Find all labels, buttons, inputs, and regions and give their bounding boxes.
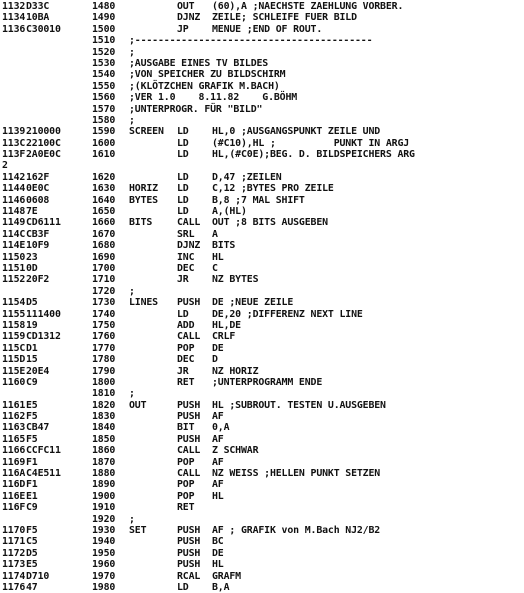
listing-row: [2, 263, 524, 274]
listing-row: [2, 104, 524, 115]
opcode-cell: C5: [26, 536, 38, 548]
opcode-cell: 0D: [26, 262, 38, 274]
listing-row: [2, 502, 524, 513]
source-line-number: 1670: [92, 228, 116, 240]
opcode-cell: 47: [26, 581, 38, 593]
source-line-number: 1900: [92, 490, 116, 502]
operand-cell: AF ; GRAFIK von M.Bach NJ2/B2: [212, 524, 381, 536]
address-cell: 1149: [2, 217, 26, 229]
address-cell: 1165: [2, 433, 26, 445]
address-cell: 1166: [2, 445, 26, 457]
operand-cell: BITS: [212, 240, 236, 252]
address-cell: 1170: [2, 524, 26, 536]
source-line-number: 1810: [92, 388, 116, 400]
opcode-cell: D5: [26, 547, 38, 559]
address-cell: 1154: [2, 297, 26, 309]
operand-cell: AF: [212, 456, 224, 468]
label-cell: ;: [129, 513, 135, 525]
source-line-number: 1500: [92, 23, 116, 35]
address-cell: 1171: [2, 536, 26, 548]
mnemonic-cell: PUSH: [177, 524, 201, 536]
source-line-number: 1960: [92, 559, 116, 571]
operand-cell: ZEILE; SCHLEIFE FUER BILD: [212, 12, 357, 24]
mnemonic-cell: JR: [177, 365, 189, 377]
operand-cell: AF: [212, 479, 224, 491]
source-line-number: 1530: [92, 57, 116, 69]
operand-cell: MENUE ;END OF ROUT.: [212, 23, 323, 35]
source-line-number: 1630: [92, 183, 116, 195]
listing-row: [2, 24, 524, 35]
listing-row: [2, 206, 524, 217]
opcode-cell: 7E: [26, 206, 38, 218]
label-cell: BITS: [129, 217, 153, 229]
mnemonic-cell: LD: [177, 581, 189, 593]
address-cell: 1146: [2, 194, 26, 206]
operand-cell: HL,DE: [212, 319, 241, 331]
source-line-number: 1590: [92, 126, 116, 138]
address-cell: 115C: [2, 342, 26, 354]
source-line-number: 1930: [92, 524, 116, 536]
opcode-cell: F5: [26, 411, 38, 423]
listing-row: [2, 12, 524, 23]
mnemonic-cell: LD: [177, 183, 189, 195]
opcode-cell: C9: [26, 502, 38, 514]
listing-row: [2, 422, 524, 433]
listing-row: [2, 366, 524, 377]
address-cell: 115E: [2, 365, 26, 377]
listing-row: [2, 149, 524, 160]
operand-cell: AF: [212, 411, 224, 423]
opcode-cell: CD6111: [26, 217, 61, 229]
source-line-number: 1800: [92, 376, 116, 388]
label-cell: BYTES: [129, 194, 158, 206]
opcode-cell: C4E511: [26, 468, 61, 480]
source-line-number: 1760: [92, 331, 116, 343]
opcode-cell: F1: [26, 479, 38, 491]
operand-cell: GRAFM: [212, 570, 241, 582]
opcode-cell: 210000: [26, 126, 61, 138]
operand-cell: 0,A: [212, 422, 230, 434]
mnemonic-cell: LD: [177, 194, 189, 206]
listing-row: [2, 183, 524, 194]
mnemonic-cell: POP: [177, 479, 195, 491]
address-cell: 1172: [2, 547, 26, 559]
address-cell: 116D: [2, 479, 26, 491]
address-cell: 2: [2, 160, 8, 172]
mnemonic-cell: RET: [177, 502, 195, 514]
listing-row: [2, 160, 524, 171]
source-line-number: 1730: [92, 297, 116, 309]
mnemonic-cell: LD: [177, 206, 189, 218]
listing-row: [2, 445, 524, 456]
mnemonic-cell: PUSH: [177, 536, 201, 548]
address-cell: 1132: [2, 1, 26, 12]
mnemonic-cell: LD: [177, 308, 189, 320]
source-line-number: 1650: [92, 206, 116, 218]
operand-cell: Z SCHWAR: [212, 445, 259, 457]
operand-cell: ;UNTERPROGRAMM ENDE: [212, 376, 323, 388]
label-cell: SCREEN: [129, 126, 164, 138]
mnemonic-cell: PUSH: [177, 411, 201, 423]
source-line-number: 1820: [92, 399, 116, 411]
label-cell: SET: [129, 524, 147, 536]
listing-row: [2, 479, 524, 490]
source-line-number: 1740: [92, 308, 116, 320]
operand-cell: BC: [212, 536, 224, 548]
source-line-number: 1680: [92, 240, 116, 252]
listing-row: [2, 525, 524, 536]
listing-row: [2, 172, 524, 183]
source-line-number: 1750: [92, 319, 116, 331]
opcode-cell: D710: [26, 570, 50, 582]
address-cell: 113F: [2, 149, 26, 161]
address-cell: 1162: [2, 411, 26, 423]
operand-cell: AF: [212, 433, 224, 445]
operand-cell: DE: [212, 342, 224, 354]
address-cell: 113C: [2, 137, 26, 149]
label-cell: ;-----------------------------------------: [129, 35, 373, 47]
operand-cell: A: [212, 228, 218, 240]
operand-cell: NZ WEISS ;HELLEN PUNKT SETZEN: [212, 468, 381, 480]
operand-cell: HL,0 ;AUSGANGSPUNKT ZEILE UND: [212, 126, 381, 138]
listing-row: [2, 58, 524, 69]
operand-cell: C,12 ;BYTES PRO ZEILE: [212, 183, 334, 195]
operand-cell: C: [212, 262, 218, 274]
source-line-number: 1700: [92, 262, 116, 274]
address-cell: 116A: [2, 468, 26, 480]
opcode-cell: CD1312: [26, 331, 61, 343]
opcode-cell: 0608: [26, 194, 50, 206]
mnemonic-cell: OUT: [177, 1, 195, 12]
mnemonic-cell: JR: [177, 274, 189, 286]
address-cell: 1159: [2, 331, 26, 343]
address-cell: 114E: [2, 240, 26, 252]
listing-row: [2, 468, 524, 479]
mnemonic-cell: CALL: [177, 468, 201, 480]
mnemonic-cell: CALL: [177, 331, 201, 343]
label-cell: ;VON SPEICHER ZU BILDSCHIRM: [129, 69, 286, 81]
address-cell: 115D: [2, 354, 26, 366]
operand-cell: DE ;NEUE ZEILE: [212, 297, 294, 309]
mnemonic-cell: PUSH: [177, 433, 201, 445]
listing-row: [2, 388, 524, 399]
label-cell: LINES: [129, 297, 158, 309]
source-line-number: 1550: [92, 80, 116, 92]
mnemonic-cell: SRL: [177, 228, 195, 240]
opcode-cell: E5: [26, 559, 38, 571]
listing-row: [2, 217, 524, 228]
address-cell: 1148: [2, 206, 26, 218]
address-cell: 1152: [2, 274, 26, 286]
mnemonic-cell: INC: [177, 251, 195, 263]
opcode-cell: E1: [26, 490, 38, 502]
source-line-number: 1890: [92, 479, 116, 491]
address-cell: 1169: [2, 456, 26, 468]
mnemonic-cell: CALL: [177, 217, 201, 229]
listing-row: [2, 195, 524, 206]
source-line-number: 1690: [92, 251, 116, 263]
listing-row: [2, 126, 524, 137]
operand-cell: (#C10),HL ; PUNKT IN ARGJ: [212, 137, 410, 149]
opcode-cell: CB47: [26, 422, 50, 434]
address-cell: 1174: [2, 570, 26, 582]
mnemonic-cell: RCAL: [177, 570, 201, 582]
source-line-number: 1620: [92, 171, 116, 183]
source-line-number: 1480: [92, 1, 116, 12]
source-line-number: 1840: [92, 422, 116, 434]
listing-row: [2, 411, 524, 422]
operand-cell: NZ BYTES: [212, 274, 259, 286]
listing-row: [2, 320, 524, 331]
listing-row: [2, 354, 524, 365]
address-cell: 1134: [2, 12, 26, 24]
listing-row: [2, 559, 524, 570]
source-line-number: 1540: [92, 69, 116, 81]
opcode-cell: 10F9: [26, 240, 50, 252]
source-line-number: 1830: [92, 411, 116, 423]
address-cell: 1176: [2, 581, 26, 593]
source-line-number: 1520: [92, 46, 116, 58]
operand-cell: NZ HORIZ: [212, 365, 259, 377]
source-line-number: 1710: [92, 274, 116, 286]
source-line-number: 1770: [92, 342, 116, 354]
source-line-number: 1950: [92, 547, 116, 559]
opcode-cell: D33C: [26, 1, 50, 12]
operand-cell: D,47 ;ZEILEN: [212, 171, 282, 183]
listing-row: [2, 92, 524, 103]
listing-row: [2, 297, 524, 308]
opcode-cell: 23: [26, 251, 38, 263]
source-line-number: 1860: [92, 445, 116, 457]
operand-cell: DE: [212, 547, 224, 559]
listing-row: [2, 536, 524, 547]
source-line-number: 1660: [92, 217, 116, 229]
address-cell: 116F: [2, 502, 26, 514]
address-cell: 1142: [2, 171, 26, 183]
opcode-cell: 2A0E0C: [26, 149, 61, 161]
opcode-cell: 15: [26, 354, 38, 366]
address-cell: 1160: [2, 376, 26, 388]
mnemonic-cell: DJNZ: [177, 12, 201, 24]
listing-row: [2, 491, 524, 502]
listing-row: [2, 571, 524, 582]
address-cell: 1139: [2, 126, 26, 138]
opcode-cell: C9: [26, 376, 38, 388]
opcode-cell: 162F: [26, 171, 50, 183]
opcode-cell: D5: [26, 297, 38, 309]
listing-row: [2, 377, 524, 388]
mnemonic-cell: LD: [177, 126, 189, 138]
assembly-listing: [2, 1, 524, 593]
operand-cell: HL ;SUBROUT. TESTEN U.AUSGEBEN: [212, 399, 386, 411]
source-line-number: 1870: [92, 456, 116, 468]
address-cell: 1155: [2, 308, 26, 320]
mnemonic-cell: LD: [177, 149, 189, 161]
address-cell: 1161: [2, 399, 26, 411]
address-cell: 1158: [2, 319, 26, 331]
source-line-number: 1560: [92, 92, 116, 104]
mnemonic-cell: PUSH: [177, 297, 201, 309]
address-cell: 116E: [2, 490, 26, 502]
listing-row: [2, 457, 524, 468]
mnemonic-cell: DEC: [177, 354, 195, 366]
operand-cell: DE,20 ;DIFFERENZ NEXT LINE: [212, 308, 363, 320]
operand-cell: A,(HL): [212, 206, 247, 218]
mnemonic-cell: PUSH: [177, 399, 201, 411]
source-line-number: 1910: [92, 502, 116, 514]
listing-row: [2, 252, 524, 263]
label-cell: ;(KLÖTZCHEN GRAFIK M.BACH): [129, 80, 280, 92]
mnemonic-cell: PUSH: [177, 547, 201, 559]
opcode-cell: F5: [26, 524, 38, 536]
listing-row: [2, 35, 524, 46]
operand-cell: HL,(#C0E);BEG. D. BILDSPEICHERS ARG: [212, 149, 415, 161]
address-cell: 1144: [2, 183, 26, 195]
source-line-number: 1600: [92, 137, 116, 149]
operand-cell: B,8 ;7 MAL SHIFT: [212, 194, 305, 206]
address-cell: 1151: [2, 262, 26, 274]
listing-row: [2, 115, 524, 126]
label-cell: ;UNTERPROGR. FÜR "BILD": [129, 103, 263, 115]
source-line-number: 1490: [92, 12, 116, 24]
opcode-cell: CCFC11: [26, 445, 61, 457]
address-cell: 114C: [2, 228, 26, 240]
opcode-cell: D1: [26, 342, 38, 354]
listing-row: [2, 514, 524, 525]
address-cell: 1150: [2, 251, 26, 263]
source-line-number: 1970: [92, 570, 116, 582]
source-line-number: 1780: [92, 354, 116, 366]
mnemonic-cell: LD: [177, 171, 189, 183]
mnemonic-cell: DEC: [177, 262, 195, 274]
opcode-cell: 20F2: [26, 274, 50, 286]
source-line-number: 1580: [92, 114, 116, 126]
label-cell: ;: [129, 114, 135, 126]
listing-row: [2, 548, 524, 559]
label-cell: ;AUSGABE EINES TV BILDES: [129, 57, 269, 69]
label-cell: OUT: [129, 399, 147, 411]
listing-row: [2, 309, 524, 320]
opcode-cell: F5: [26, 433, 38, 445]
listing-row: [2, 343, 524, 354]
listing-row: [2, 138, 524, 149]
source-line-number: 1570: [92, 103, 116, 115]
listing-row: [2, 47, 524, 58]
opcode-cell: 22100C: [26, 137, 61, 149]
listing-row: [2, 69, 524, 80]
listing-row: [2, 274, 524, 285]
operand-cell: OUT ;8 BITS AUSGEBEN: [212, 217, 328, 229]
listing-row: [2, 229, 524, 240]
source-line-number: 1510: [92, 35, 116, 47]
label-cell: ;VER 1.0 8.11.82 G.BÖHM: [129, 92, 298, 104]
address-cell: 1136: [2, 23, 26, 35]
opcode-cell: C30010: [26, 23, 61, 35]
source-line-number: 1850: [92, 433, 116, 445]
source-line-number: 1940: [92, 536, 116, 548]
mnemonic-cell: RET: [177, 376, 195, 388]
opcode-cell: E5: [26, 399, 38, 411]
mnemonic-cell: JP: [177, 23, 189, 35]
listing-row: [2, 434, 524, 445]
listing-row: [2, 331, 524, 342]
listing-row: [2, 240, 524, 251]
opcode-cell: F1: [26, 456, 38, 468]
opcode-cell: CB3F: [26, 228, 50, 240]
source-line-number: 1610: [92, 149, 116, 161]
mnemonic-cell: CALL: [177, 445, 201, 457]
operand-cell: HL: [212, 559, 224, 571]
opcode-cell: 20E4: [26, 365, 50, 377]
operand-cell: B,A: [212, 581, 230, 593]
address-cell: 1173: [2, 559, 26, 571]
label-cell: HORIZ: [129, 183, 158, 195]
listing-row: [2, 582, 524, 593]
label-cell: ;: [129, 46, 135, 58]
label-cell: ;: [129, 388, 135, 400]
listing-row: [2, 400, 524, 411]
mnemonic-cell: PUSH: [177, 559, 201, 571]
operand-cell: HL: [212, 251, 224, 263]
operand-cell: HL: [212, 490, 224, 502]
listing-row: [2, 286, 524, 297]
operand-cell: (60),A ;NAECHSTE ZAEHLUNG VORBER.: [212, 1, 404, 12]
source-line-number: 1980: [92, 581, 116, 593]
opcode-cell: 19: [26, 319, 38, 331]
opcode-cell: 111400: [26, 308, 61, 320]
mnemonic-cell: BIT: [177, 422, 195, 434]
mnemonic-cell: POP: [177, 490, 195, 502]
opcode-cell: 10BA: [26, 12, 50, 24]
source-line-number: 1880: [92, 468, 116, 480]
source-line-number: 1640: [92, 194, 116, 206]
source-line-number: 1920: [92, 513, 116, 525]
source-line-number: 1790: [92, 365, 116, 377]
mnemonic-cell: POP: [177, 342, 195, 354]
mnemonic-cell: POP: [177, 456, 195, 468]
mnemonic-cell: LD: [177, 137, 189, 149]
operand-cell: D: [212, 354, 218, 366]
listing-row: [2, 81, 524, 92]
source-line-number: 1720: [92, 285, 116, 297]
opcode-cell: 0E0C: [26, 183, 50, 195]
label-cell: ;: [129, 285, 135, 297]
address-cell: 1163: [2, 422, 26, 434]
mnemonic-cell: DJNZ: [177, 240, 201, 252]
listing-row: [2, 1, 524, 12]
mnemonic-cell: ADD: [177, 319, 195, 331]
operand-cell: CRLF: [212, 331, 236, 343]
